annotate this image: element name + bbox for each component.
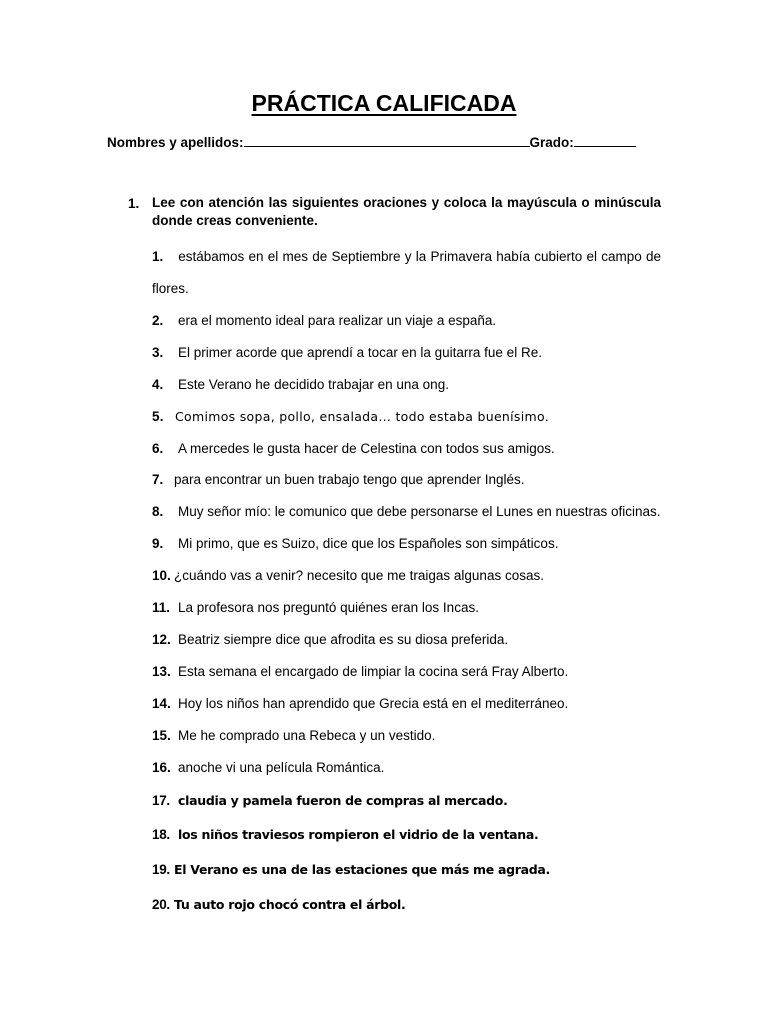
item-text: Esta semana el encargado de limpiar la cocina será Fray Alberto. [178, 664, 569, 679]
item-number: 4. [152, 377, 164, 392]
item-text: ¿cuándo vas a venir? necesito que me traigas algunas cosas. [174, 568, 544, 583]
list-item [152, 728, 435, 743]
question-instruction: Lee con atención las siguientes oraciones y coloca la mayúscula o minúscula donde creas conveniente. [152, 195, 661, 228]
grade-label: Grado: [529, 135, 574, 150]
item-number: 14. [152, 696, 171, 711]
list-item [152, 313, 496, 328]
list-item [152, 241, 661, 305]
item-number: 9. [152, 536, 164, 551]
item-number: 10. [152, 568, 171, 583]
item-text: A mercedes le gusta hacer de Celestina con todos sus amigos. [178, 441, 555, 456]
item-text: los niños traviesos rompieron el vidrio de la ventana. [178, 827, 539, 842]
item-number: 15. [152, 728, 171, 743]
item-text: Mi primo, que es Suizo, dice que los Españoles son simpáticos. [178, 536, 559, 551]
list-item [152, 862, 550, 877]
item-text: La profesora nos preguntó quiénes eran los Incas. [178, 600, 479, 615]
item-number: 8. [152, 504, 164, 519]
list-item [152, 600, 479, 615]
question-number: 1. [128, 196, 140, 211]
item-text: El Verano es una de las estaciones que más me agrada. [174, 862, 551, 877]
item-text: anoche vi una película Romántica. [178, 760, 385, 775]
list-item [152, 568, 544, 583]
page-title: PRÁCTICA CALIFICADA [251, 90, 517, 116]
item-number: 20. [152, 897, 170, 912]
item-text: Muy señor mío: le comunico que debe personarse el Lunes en nuestras oficinas. [178, 504, 661, 519]
list-item [152, 377, 449, 392]
list-item [152, 897, 405, 912]
list-item [152, 632, 508, 647]
item-number: 5. [152, 409, 164, 424]
item-number: 13. [152, 664, 171, 679]
item-number: 1. [152, 249, 164, 264]
list-item [152, 441, 555, 456]
student-info-line [107, 134, 636, 150]
item-text: Beatriz siempre dice que afrodita es su diosa preferida. [178, 632, 509, 647]
item-number: 12. [152, 632, 171, 647]
item-number: 16. [152, 760, 171, 775]
list-item [152, 345, 542, 360]
item-text: Hoy los niños han aprendido que Grecia está en el mediterráneo. [178, 696, 569, 711]
item-text: Me he comprado una Rebeca y un vestido. [178, 728, 436, 743]
list-item [152, 504, 661, 519]
item-text: El primer acorde que aprendí a tocar en la guitarra fue el Re. [178, 345, 542, 360]
item-text: Este Verano he decidido trabajar en una ong. [178, 377, 449, 392]
item-number: 6. [152, 441, 164, 456]
list-item [152, 793, 508, 808]
list-item [152, 696, 568, 711]
grade-blank[interactable] [574, 134, 636, 147]
item-text: para encontrar un buen trabajo tengo que aprender Inglés. [174, 472, 525, 487]
item-number: 2. [152, 313, 164, 328]
list-item [152, 472, 525, 487]
item-number: 3. [152, 345, 164, 360]
item-text: estábamos en el mes de Septiembre y la Primavera había cubierto el campo de flores. [152, 249, 661, 296]
list-item [152, 760, 384, 775]
item-number: 11. [152, 600, 171, 615]
item-text: claudia y pamela fueron de compras al mercado. [178, 793, 508, 808]
list-item [152, 664, 568, 679]
name-label: Nombres y apellidos: [107, 135, 244, 150]
item-number: 17. [152, 793, 170, 808]
item-number: 18. [152, 827, 170, 842]
list-item [152, 827, 538, 842]
item-text: Tu auto rojo chocó contra el árbol. [174, 897, 406, 912]
item-number: 7. [152, 472, 164, 487]
list-item [152, 409, 549, 424]
item-number: 19. [152, 862, 170, 877]
item-text: Comimos sopa, pollo, ensalada… todo estaba buenísimo. [175, 409, 549, 424]
name-blank[interactable] [244, 134, 530, 147]
list-item [152, 536, 558, 551]
item-text: era el momento ideal para realizar un viaje a españa. [178, 313, 497, 328]
